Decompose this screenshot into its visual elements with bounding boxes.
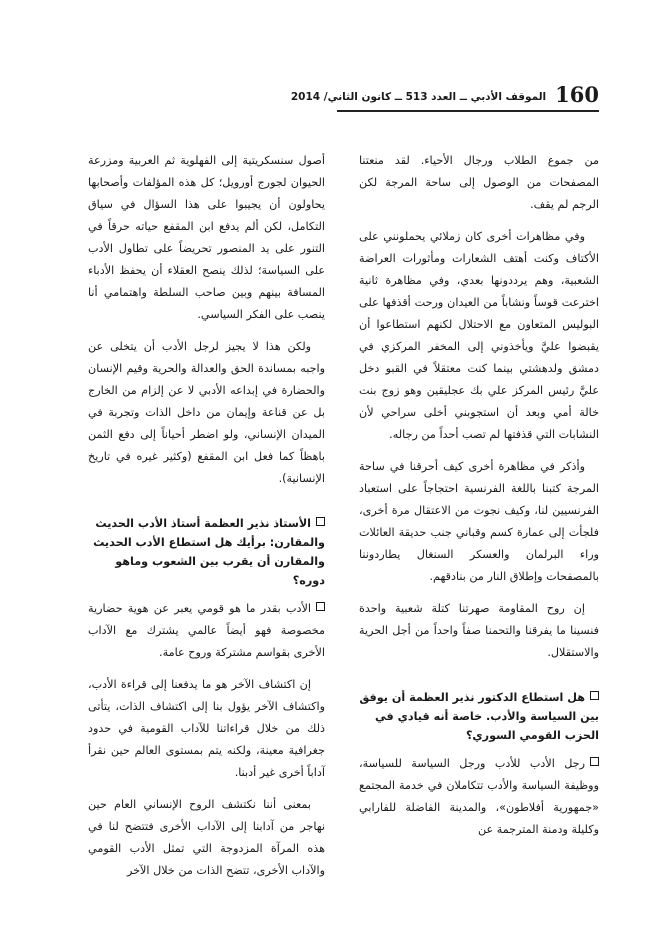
paragraph: وأذكر في مظاهرة أخرى كيف أحرقنا في ساحة المرجة كتبنا باللغة الفرنسية احتجاجاً على استعباد الفرنسيين لنا، وكيف نجوت من الاعتقال مرة أخرى، فلجأت إلى عمارة كسم وقباني جنب حديقة العائلات وراء البرلمان والعسكر السنغال يطاردوننا بالمصفحات وإطلاق النار من بنادقهم. bbox=[359, 460, 599, 583]
question-box-icon bbox=[590, 691, 599, 700]
interview-answer bbox=[88, 598, 325, 664]
interview-question bbox=[88, 514, 325, 590]
answer-text: رجل الأدب للأدب ورجل السياسة للسياسة، ووظيفة السياسة والأدب تتكاملان في خدمة المجتمع «جمهورية أفلاطون»، والمدينة الفاضلة للفارابي وكليلة ودمنة المترجمة عن bbox=[359, 757, 599, 836]
interview-question bbox=[359, 688, 599, 745]
paragraph: بمعنى أننا نكتشف الروح الإنساني العام حين نهاجر من آدابنا إلى الآداب الأخرى فتتضح لنا في هذه المرآة المزدوجة التي تمثل الأدب القومي والآداب الأخرى، تتضح الذات من خلال الآخر bbox=[88, 798, 325, 877]
interview-answer bbox=[359, 753, 599, 841]
right-column bbox=[359, 150, 599, 851]
paragraph: إن اكتشاف الآخر هو ما يدفعنا إلى قراءة الأدب، واكتشاف الآخر يؤول بنا إلى اكتشاف الذات، يتأتى ذلك من خلال قراءاتنا للآداب القومية في حدود جغرافية معينة، ولكنه يتم بمستوى العالم حين نقرأ آداباً أخرى غير أدبنا. bbox=[88, 678, 325, 779]
answer-text: الأدب بقدر ما هو قومي يعبر عن هوية حضارية مخصوصة فهو أيضاً عالمي يشترك مع الآداب الأخرى بقواسم مشتركة وروح عامة. bbox=[88, 602, 325, 659]
left-column bbox=[88, 150, 325, 892]
question-text: الأستاذ نذير العظمة أستاذ الأدب الحديث والمقارن: برأيك هل استطاع الأدب الحديث والمقارن أن يقرب بين الشعوب وماهو دوره؟ bbox=[93, 517, 325, 587]
paragraph: وفي مظاهرات أخرى كان زملائي يحملونني على الأكتاف وكنت أهتف الشعارات ومأثورات العراضة الشعبية، وهم يرددونها بعدي، وفي مظاهرة ثانية اخترعت قوساً ونشاباً من العيدان ورحت أقذفها على البوليس المتعاون مع الاحتلال لكنهم استطاعوا أن يقبضوا عليَّ ويأخذوني إلى المخفر المركزي في دمشق ولدهشتي بينما كنت معتقلاً في القبو دخل عليَّ رئيس المركز علي بك عجليقين وهو زوج بنت خالة أمي وبعد أن استجوبني أخلى سراحي لأن النشابات التي قذفتها لم تصب أحداً من رجاله. bbox=[359, 230, 599, 441]
answer-box-icon bbox=[316, 602, 325, 611]
question-text: هل استطاع الدكتور نذير العظمة أن يوفق بين السياسة والأدب. خاصة أنه قيادي في الحزب القومي السوري؟ bbox=[359, 691, 599, 742]
page-header bbox=[290, 79, 599, 107]
paragraph: إن روح المقاومة صهرتنا كتلة شعبية واحدة فنسينا ما يفرقنا والتحمنا صفاً واحداً من أجل الحرية والاستقلال. bbox=[359, 602, 599, 659]
paragraph: أصول سنسكريتية إلى الفهلوية ثم العربية ومزرعة الحيوان لجورج أورويل؛ كل هذه المؤلفات وأصحابها يحاولون أن يجيبوا على هذا السؤال في سياق التكامل، لكن ألم يدفع ابن المقفع حياته حرقاً في التنور على يد المنصور تحريضاً على تطاول الأدب على السياسة؛ لذلك ينصح العقلاء أن يحفظ الأدباء المسافة بينهم وبين صاحب السلطة واهتمامي أنا ينصب على الفكر السياسي. bbox=[88, 154, 325, 321]
question-box-icon bbox=[316, 517, 325, 526]
paragraph: من جموع الطلاب ورجال الأحياء. لقد منعتنا المصفحات من الوصول إلى ساحة المرجة لكن الرجم لم يقف. bbox=[359, 154, 599, 211]
header-rule bbox=[337, 110, 599, 112]
paragraph: ولكن هذا لا يجيز لرجل الأدب أن يتخلى عن واجبه بمساندة الحق والعدالة والحرية وقيم الإنسان والحضارة في إبداعه الأدبي لا عن إلزام من الخارج بل عن قناعة وإيمان من داخل الذات وتجربة في الميدان الإنساني، ولو اضطر أحياناً إلى دفع الثمن باهظاً كما فعل ابن المقفع (وكثير غيره في تاريخ الإنسانية). bbox=[88, 340, 325, 485]
answer-box-icon bbox=[590, 757, 599, 766]
page-number: 160 bbox=[555, 82, 599, 107]
running-head: الموقف الأدبي ــ العدد 513 ــ كانون الثاني/ 2014 bbox=[290, 91, 547, 103]
